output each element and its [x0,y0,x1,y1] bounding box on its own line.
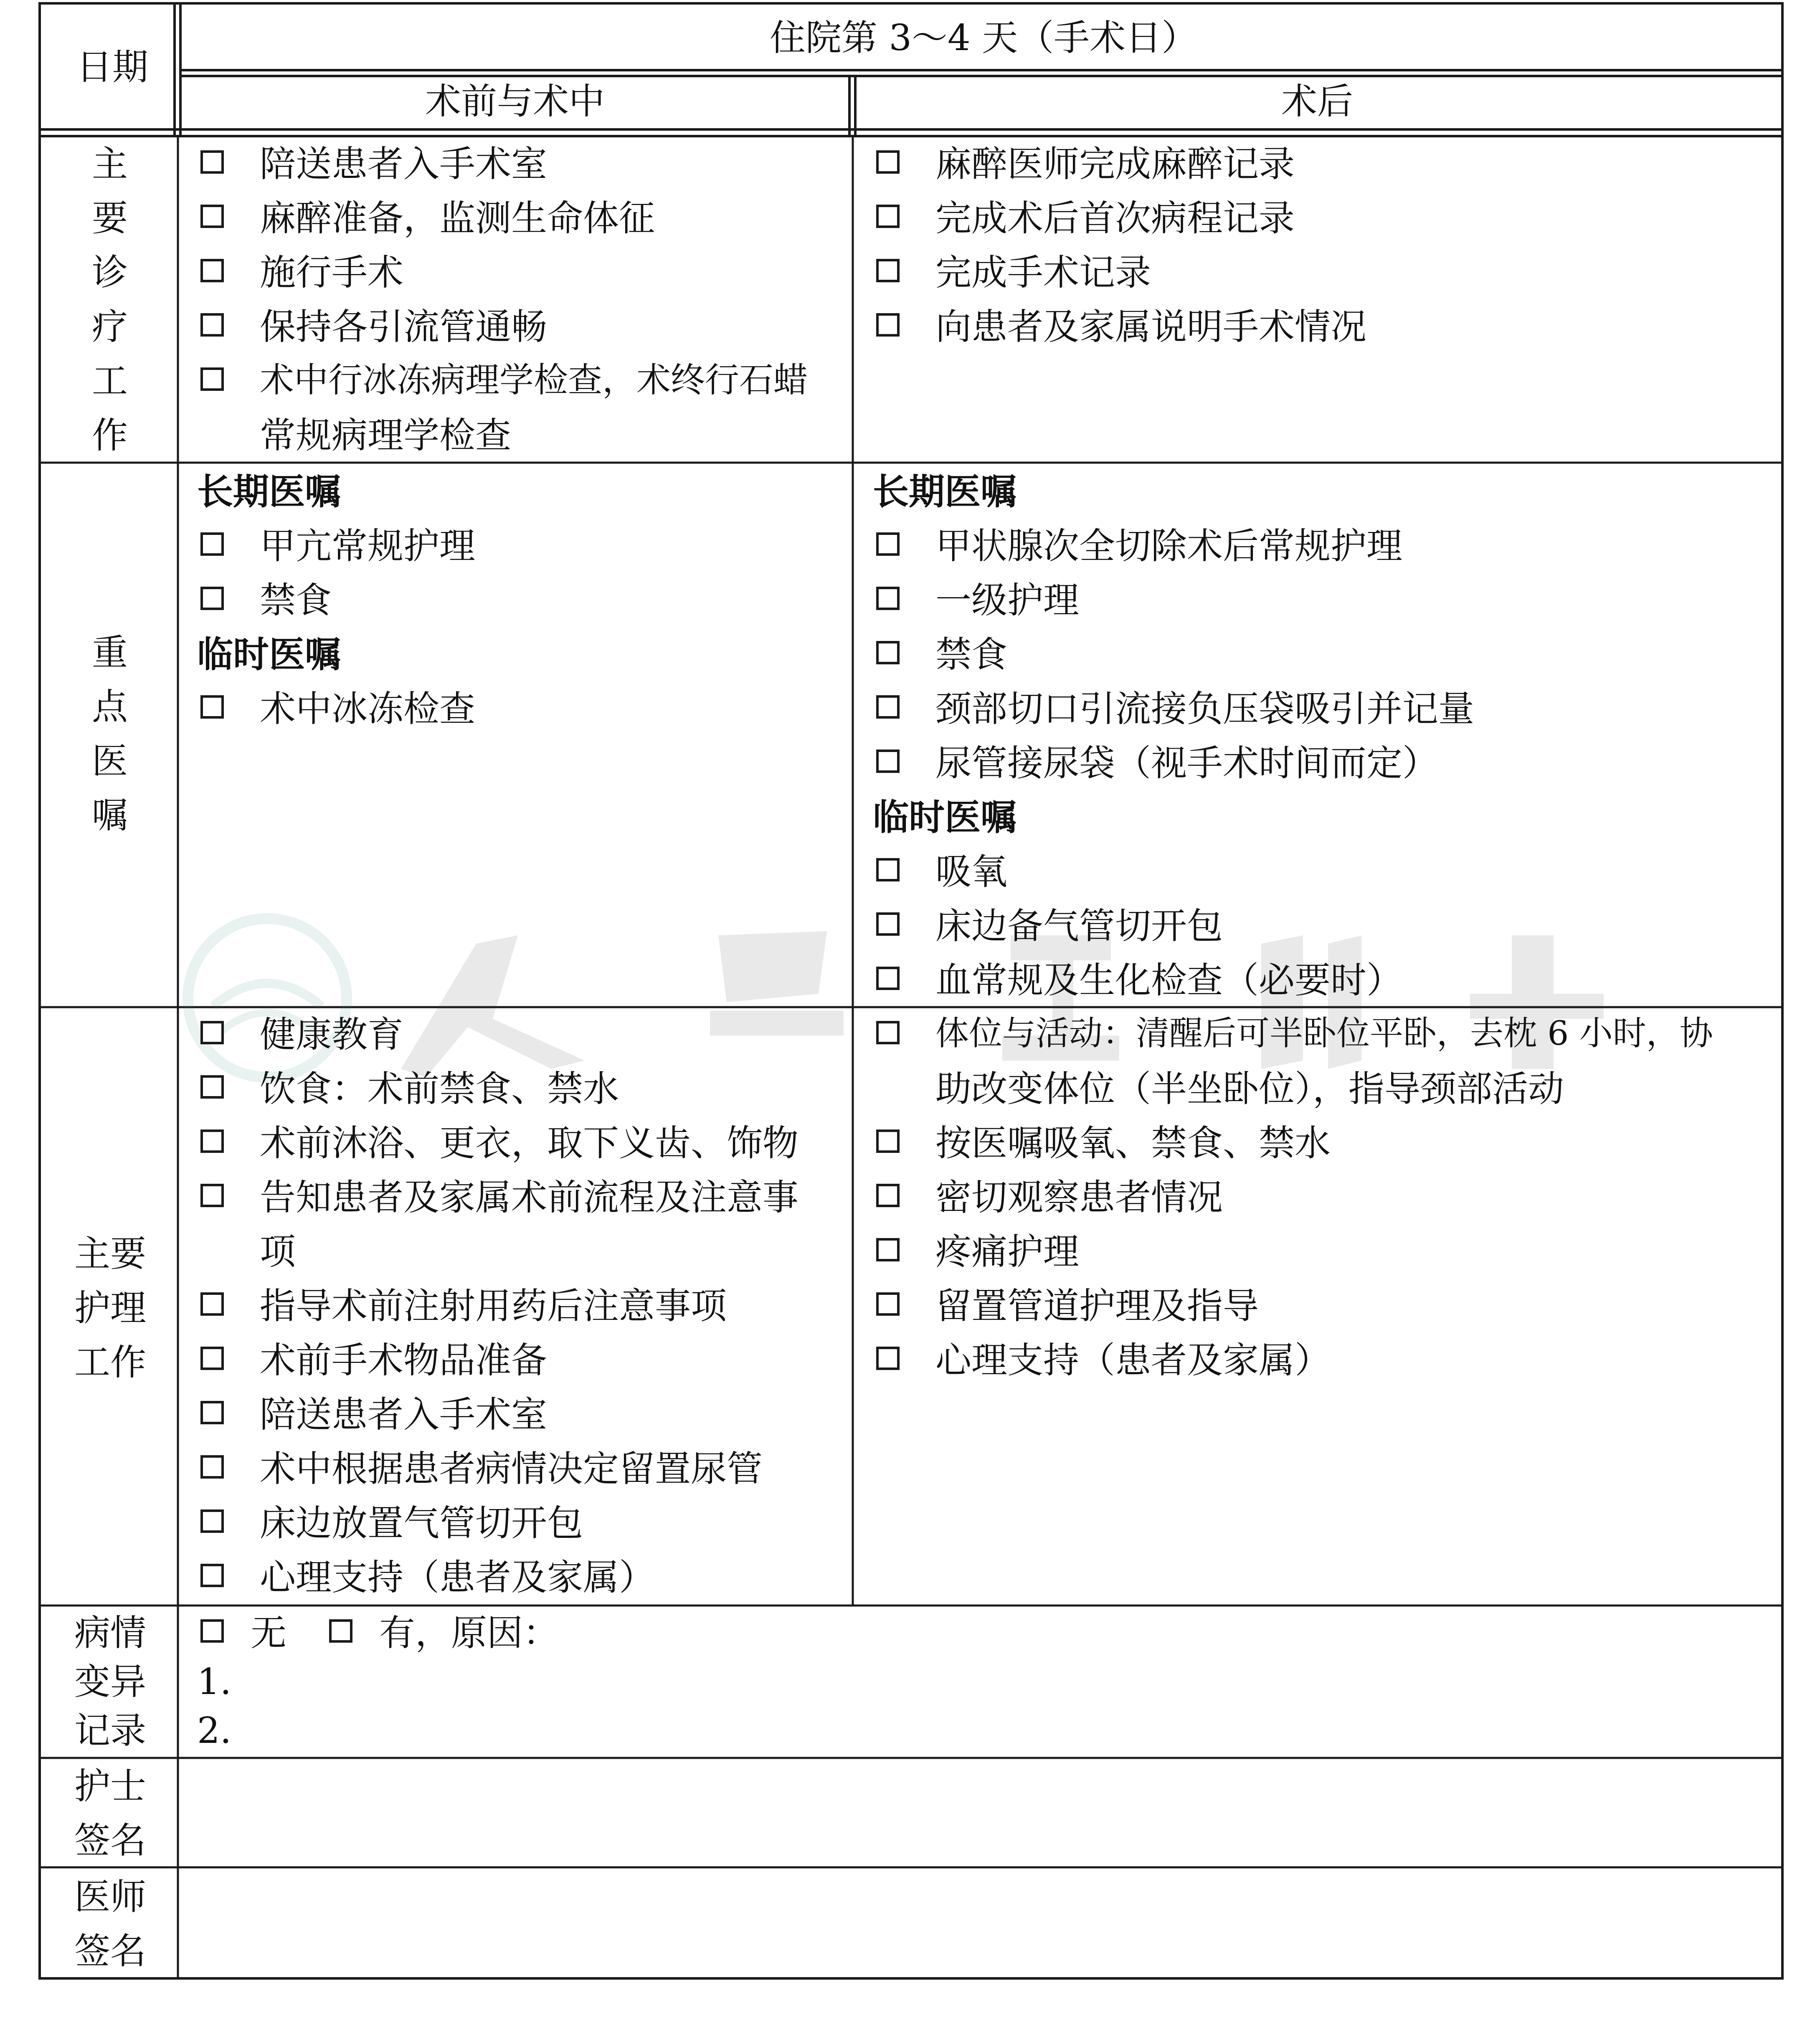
row-label-char: 嘱 [92,795,128,836]
row-label-line: 记录 [74,1710,146,1752]
checklist-item: 施行手术 [260,252,403,294]
checklist-item: 完成手术记录 [935,252,1151,294]
checkbox[interactable] [200,1075,224,1099]
row-label-char: 工 [92,360,128,402]
checklist-item: 术前沐浴、更衣，取下义齿、饰物 [260,1122,798,1164]
row-label-line: 工作 [74,1342,146,1383]
checkbox[interactable] [876,641,900,664]
row-label-char: 要 [92,198,128,239]
checklist-item: 陪送患者入手术室 [260,1394,547,1436]
checkbox[interactable] [876,1021,900,1044]
checklist-item: 术中冰冻检查 [260,688,475,730]
column-header-preop: 术前与术中 [425,81,605,122]
checkbox[interactable] [200,313,224,337]
checkbox[interactable] [200,587,224,610]
row-label-char: 作 [92,415,128,456]
row-label-char: 诊 [92,252,128,294]
checkbox[interactable] [876,587,900,610]
checkbox[interactable] [876,150,900,174]
checklist-item: 按医嘱吸氧、禁食、禁水 [935,1122,1331,1164]
checkbox[interactable] [200,532,224,556]
checkbox[interactable] [876,1184,900,1207]
checkbox[interactable] [876,967,900,990]
option-none-label: 无 [251,1612,286,1654]
checkbox[interactable] [876,1347,900,1370]
checkbox[interactable] [200,1509,224,1533]
checklist-item: 术中行冰冻病理学检查，术终行石蜡 [260,360,808,400]
row-label-char: 疗 [92,306,128,348]
row-label-line: 护理 [74,1287,146,1329]
checkbox[interactable] [876,750,900,773]
checklist-item: 告知患者及家属术前流程及注意事 [260,1177,798,1218]
checklist-item-continuation: 项 [260,1231,296,1273]
checkbox-yes[interactable] [329,1619,352,1643]
row-label-line: 主要 [74,1233,146,1275]
checkbox[interactable] [876,259,900,282]
checklist-item: 保持各引流管通畅 [260,306,547,348]
checkbox[interactable] [200,1021,224,1044]
row-label-line: 签名 [74,1930,146,1972]
checklist-item: 密切观察患者情况 [935,1177,1223,1218]
date-header-label: 日期 [76,46,148,88]
checklist-item: 禁食 [260,580,332,621]
column-header-postop: 术后 [1281,81,1353,122]
temporary-orders-heading: 临时医嘱 [197,633,341,676]
checkbox[interactable] [876,205,900,228]
checkbox[interactable] [200,150,224,174]
checklist-item: 颈部切口引流接负压袋吸引并记量 [935,688,1474,730]
row-label-char: 主 [92,143,128,185]
checkbox[interactable] [876,313,900,337]
row-label-line: 医师 [74,1876,146,1918]
checklist-item: 指导术前注射用药后注意事项 [260,1285,727,1327]
checkbox[interactable] [876,695,900,719]
variance-line-1: 1. [197,1661,232,1703]
checkbox[interactable] [200,1184,224,1207]
checklist-item: 体位与活动：清醒后可半卧位平卧，去枕 6 小时，协 [935,1014,1713,1053]
checklist-item-continuation: 助改变体位（半坐卧位），指导颈部活动 [935,1068,1564,1110]
checklist-item: 甲亢常规护理 [260,525,475,567]
checklist-item: 术中根据患者病情决定留置尿管 [260,1448,763,1490]
checkbox[interactable] [876,858,900,881]
checkbox[interactable] [200,1347,224,1370]
row-label-char: 医 [92,740,128,782]
checkbox-none[interactable] [200,1619,224,1643]
checkbox[interactable] [200,1564,224,1587]
checklist-item: 床边放置气管切开包 [260,1502,583,1544]
option-yes-label: 有，原因： [379,1612,559,1654]
checkbox[interactable] [200,205,224,228]
checklist-item: 完成术后首次病程记录 [935,198,1295,239]
checklist-item: 一级护理 [935,580,1079,621]
checkbox[interactable] [876,912,900,936]
checklist-item: 吸氧 [935,851,1007,893]
checkbox[interactable] [200,695,224,719]
checkbox[interactable] [200,259,224,282]
checkbox[interactable] [876,1292,900,1316]
long-term-orders-heading: 长期医嘱 [197,471,341,513]
checklist-item-continuation: 常规病理学检查 [260,415,511,456]
long-term-orders-heading: 长期医嘱 [873,471,1016,513]
checklist-item: 术前手术物品准备 [260,1340,547,1381]
checklist-item: 床边备气管切开包 [935,905,1223,947]
checklist-item: 尿管接尿袋（视手术时间而定） [935,742,1438,784]
checkbox[interactable] [876,1129,900,1153]
nurse-signature-field[interactable] [180,1760,1781,1866]
checklist-item: 陪送患者入手术室 [260,143,547,185]
checklist-item: 甲状腺次全切除术后常规护理 [935,525,1402,567]
checklist-item: 心理支持（患者及家属） [260,1557,655,1598]
checkbox[interactable] [876,1238,900,1261]
checklist-item: 向患者及家属说明手术情况 [935,306,1366,348]
checklist-item: 饮食：术前禁食、禁水 [260,1068,619,1110]
row-label-line: 变异 [74,1661,146,1703]
temporary-orders-heading: 临时医嘱 [873,796,1016,838]
doctor-signature-field[interactable] [180,1869,1781,1977]
variance-line-2: 2. [197,1710,232,1752]
checkbox[interactable] [200,1455,224,1479]
checkbox[interactable] [200,1401,224,1424]
checklist-item: 血常规及生化检查（必要时） [935,960,1402,1001]
checklist-item: 健康教育 [260,1014,403,1056]
period-title: 住院第 3～4 天（手术日） [770,17,1198,59]
checkbox[interactable] [200,1292,224,1316]
checklist-item: 麻醉准备，监测生命体征 [260,198,655,239]
checklist-item: 麻醉医师完成麻醉记录 [935,143,1295,185]
row-label-line: 护士 [74,1765,146,1807]
row-label-char: 重 [92,632,128,674]
checkbox[interactable] [200,1129,224,1153]
checkbox[interactable] [876,532,900,556]
row-label-line: 签名 [74,1820,146,1861]
checklist-item: 心理支持（患者及家属） [935,1340,1331,1381]
checkbox[interactable] [200,367,224,391]
checklist-item: 留置管道护理及指导 [935,1285,1259,1327]
checklist-item: 疼痛护理 [935,1231,1079,1273]
checklist-item: 禁食 [935,634,1007,676]
row-label-line: 病情 [74,1612,146,1654]
row-label-char: 点 [92,686,128,728]
